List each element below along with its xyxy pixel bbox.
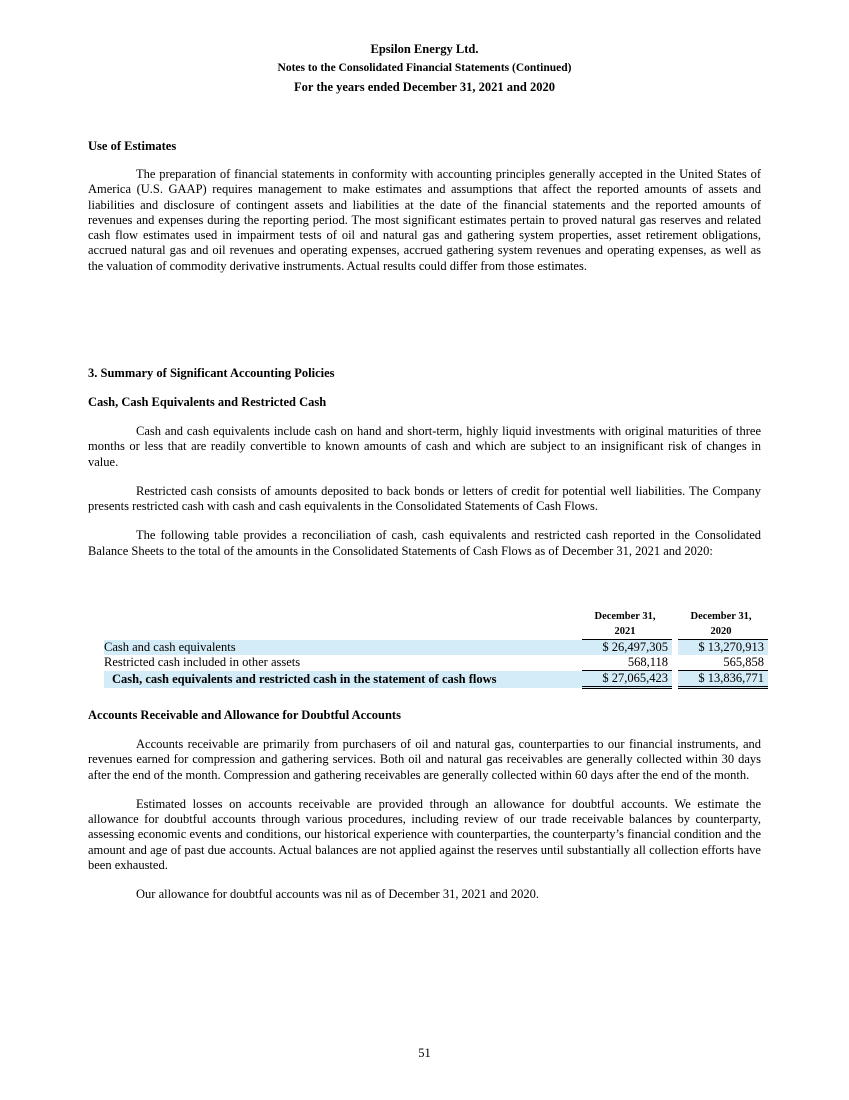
- company-name: Epsilon Energy Ltd.: [370, 42, 479, 56]
- table-total-row: [104, 671, 768, 688]
- cash-heading: Cash, Cash Equivalents and Restricted Cash: [88, 395, 327, 409]
- table-header-row: [104, 609, 768, 640]
- row-value-2021: $ 26,497,305: [582, 640, 672, 656]
- row-label: Restricted cash included in other assets: [104, 655, 301, 670]
- receivables-paragraph-3: Our allowance for doubtful accounts was nil as of December 31, 2021 and 2020.: [136, 887, 540, 902]
- column-header-2020: December 31, 2020: [678, 609, 768, 640]
- cash-reconciliation-table: [104, 609, 768, 689]
- total-value-2020: $ 13,836,771: [678, 671, 768, 688]
- document-subtitle: Notes to the Consolidated Financial Statements (Continued): [277, 62, 572, 74]
- use-of-estimates-heading: Use of Estimates: [88, 139, 177, 153]
- page-header: [0, 40, 849, 97]
- total-value-2021: $ 27,065,423: [582, 671, 672, 688]
- column-header-2021: December 31, 2021: [582, 609, 672, 640]
- cash-paragraph-3: The following table provides a reconciliation of cash, cash equivalents and restricted cash reported in the Consolidated Balance Sheets to the total of the amounts in the Consolidated Statements of Cash Flows as of December 31, 2021 and 2020:: [88, 528, 761, 558]
- receivables-paragraph-1: Accounts receivable are primarily from purchasers of oil and natural gas, counterparties to our financial instruments, and revenues earned for compression and gathering services. Both oil and natural gas receivables are generally collected within 30 days after the end of the month. Compression and gathering receivables are generally collected within 60 days after the end of the month.: [88, 737, 761, 782]
- row-value-2021: 568,118: [582, 655, 672, 671]
- receivables-section: [88, 707, 761, 903]
- receivables-paragraph-2: Estimated losses on accounts receivable are provided through an allowance for doubtful accounts. We estimate the allowance for doubtful accounts through various procedures, including review of our trade receivable balances by counterparty, assessing economic events and conditions, our historical experience with counterparties, the counterparty’s financial condition and the amount and age of past due accounts. Actual balances are not applied against the reserves until substantially all collection efforts have been exhausted.: [88, 796, 761, 873]
- cash-paragraph-1: Cash and cash equivalents include cash on hand and short-term, highly liquid investments with original maturities of three months or less that are readily convertible to known amounts of cash and which are subject to an insignificant risk of changes in value.: [88, 424, 761, 469]
- accounting-policies-section: [88, 365, 761, 559]
- use-of-estimates-paragraph: The preparation of financial statements in conformity with accounting principles generally accepted in the United States of America (U.S. GAAP) requires management to make estimates and assumptions that affect the reported amounts of assets and liabilities and disclosure of contingent assets and liabilities at the date of the financial statements and the reported amounts of revenues and expenses during the reporting period. The most significant estimates pertain to proved natural gas reserves and related cash flow estimates used in impairment tests of oil and natural gas and gathering system properties, asset retirement obligations, accrued natural gas and oil revenues and operating expenses, accrued gathering system revenues and operating expenses, as well as the valuation of commodity derivative instruments. Actual results could differ from those estimates.: [88, 167, 761, 273]
- row-value-2020: $ 13,270,913: [678, 640, 768, 656]
- cash-paragraph-2: Restricted cash consists of amounts deposited to back bonds or letters of credit for potential well liabilities. The Company presents restricted cash with cash and cash equivalents in the Consolidated Statements of Cash Flows.: [88, 483, 761, 514]
- reporting-period: For the years ended December 31, 2021 and 2020: [294, 80, 555, 94]
- page-number: 51: [418, 1046, 431, 1060]
- receivables-heading: Accounts Receivable and Allowance for Doubtful Accounts: [88, 708, 401, 722]
- row-value-2020: 565,858: [678, 655, 768, 671]
- total-label: Cash, cash equivalents and restricted cash in the statement of cash flows: [104, 671, 582, 688]
- use-of-estimates-section: [88, 138, 761, 274]
- row-label: Cash and cash equivalents: [104, 640, 582, 656]
- table-row: [104, 640, 768, 656]
- section-3-heading: 3. Summary of Significant Accounting Policies: [88, 366, 335, 380]
- table-row: [104, 655, 768, 671]
